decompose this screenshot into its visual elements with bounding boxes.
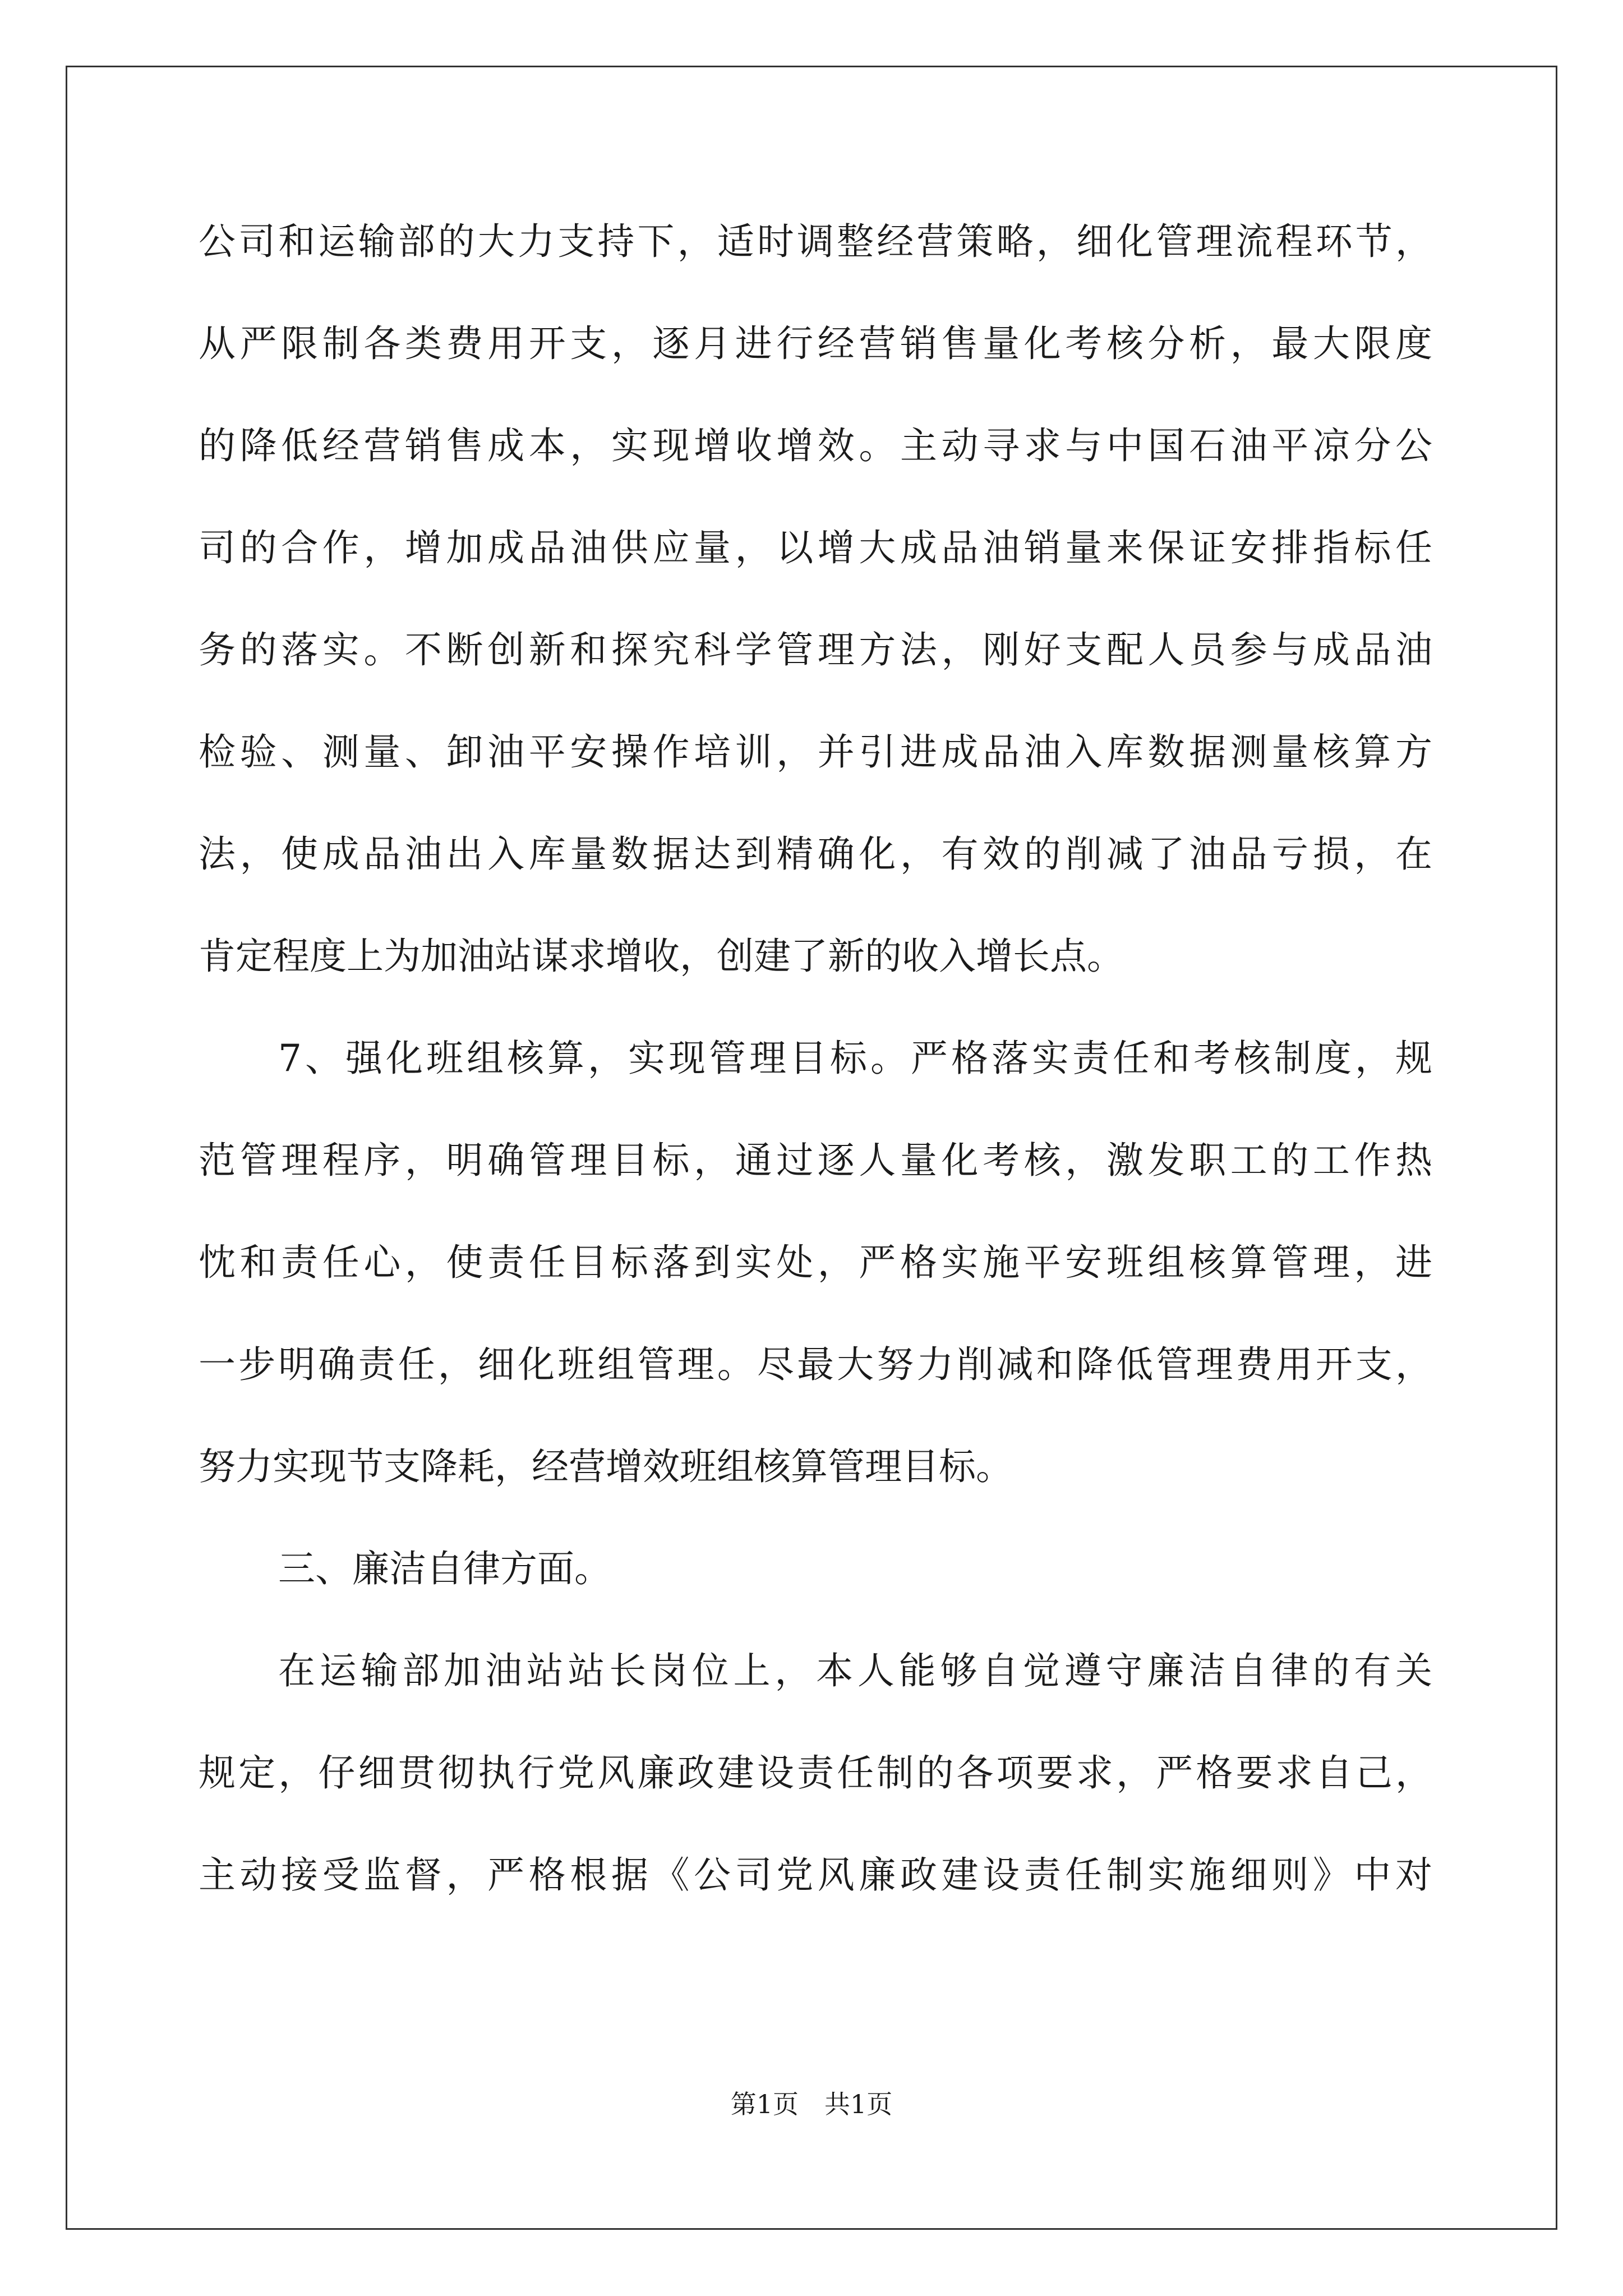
text-line: 务的落实。不断创新和探究科学管理方法，刚好支配人员参与成品油: [199, 628, 1432, 671]
text-line: 的降低经营销售成本，实现增收增效。主动寻求与中国石油平凉分公: [199, 424, 1432, 467]
text-line: 7、强化班组核算，实现管理目标。严格落实责任和考核制度，规: [278, 1037, 1432, 1080]
document-body: [199, 191, 1432, 1926]
text-line: 肯定程度上为加油站谋求增收，创建了新的收入增长点。: [199, 935, 1124, 978]
page-number: 第1页 共1页: [730, 2089, 893, 2119]
text-line: 法，使成品油出入库量数据达到精确化，有效的削减了油品亏损，在: [199, 832, 1432, 876]
text-line: 范管理程序，明确管理目标，通过逐人量化考核，激发职工的工作热: [199, 1139, 1432, 1182]
section-heading: 三、廉洁自律方面。: [278, 1547, 611, 1590]
text-line: 规定，仔细贯彻执行党风廉政建设责任制的各项要求，严格要求自己，: [199, 1751, 1432, 1795]
text-line: 忱和责任心，使责任目标落到实处，严格实施平安班组核算管理，进: [199, 1241, 1432, 1284]
text-line: 努力实现节支降耗，经营增效班组核算管理目标。: [199, 1445, 1013, 1488]
text-line: 公司和运输部的大力支持下，适时调整经营策略，细化管理流程环节，: [199, 220, 1432, 263]
text-line: 一步明确责任，细化班组管理。尽最大努力削减和降低管理费用开支，: [199, 1343, 1432, 1386]
text-line: 司的合作，增加成品油供应量，以增大成品油销量来保证安排指标任: [199, 526, 1432, 569]
text-line: 主动接受监督，严格根据《公司党风廉政建设责任制实施细则》中对: [199, 1853, 1432, 1897]
text-line: 检验、测量、卸油平安操作培训，并引进成品油入库数据测量核算方: [199, 730, 1432, 774]
text-line: 在运输部加油站站长岗位上，本人能够自觉遵守廉洁自律的有关: [278, 1649, 1432, 1692]
text-line: 从严限制各类费用开支，逐月进行经营销售量化考核分析，最大限度: [199, 322, 1432, 365]
